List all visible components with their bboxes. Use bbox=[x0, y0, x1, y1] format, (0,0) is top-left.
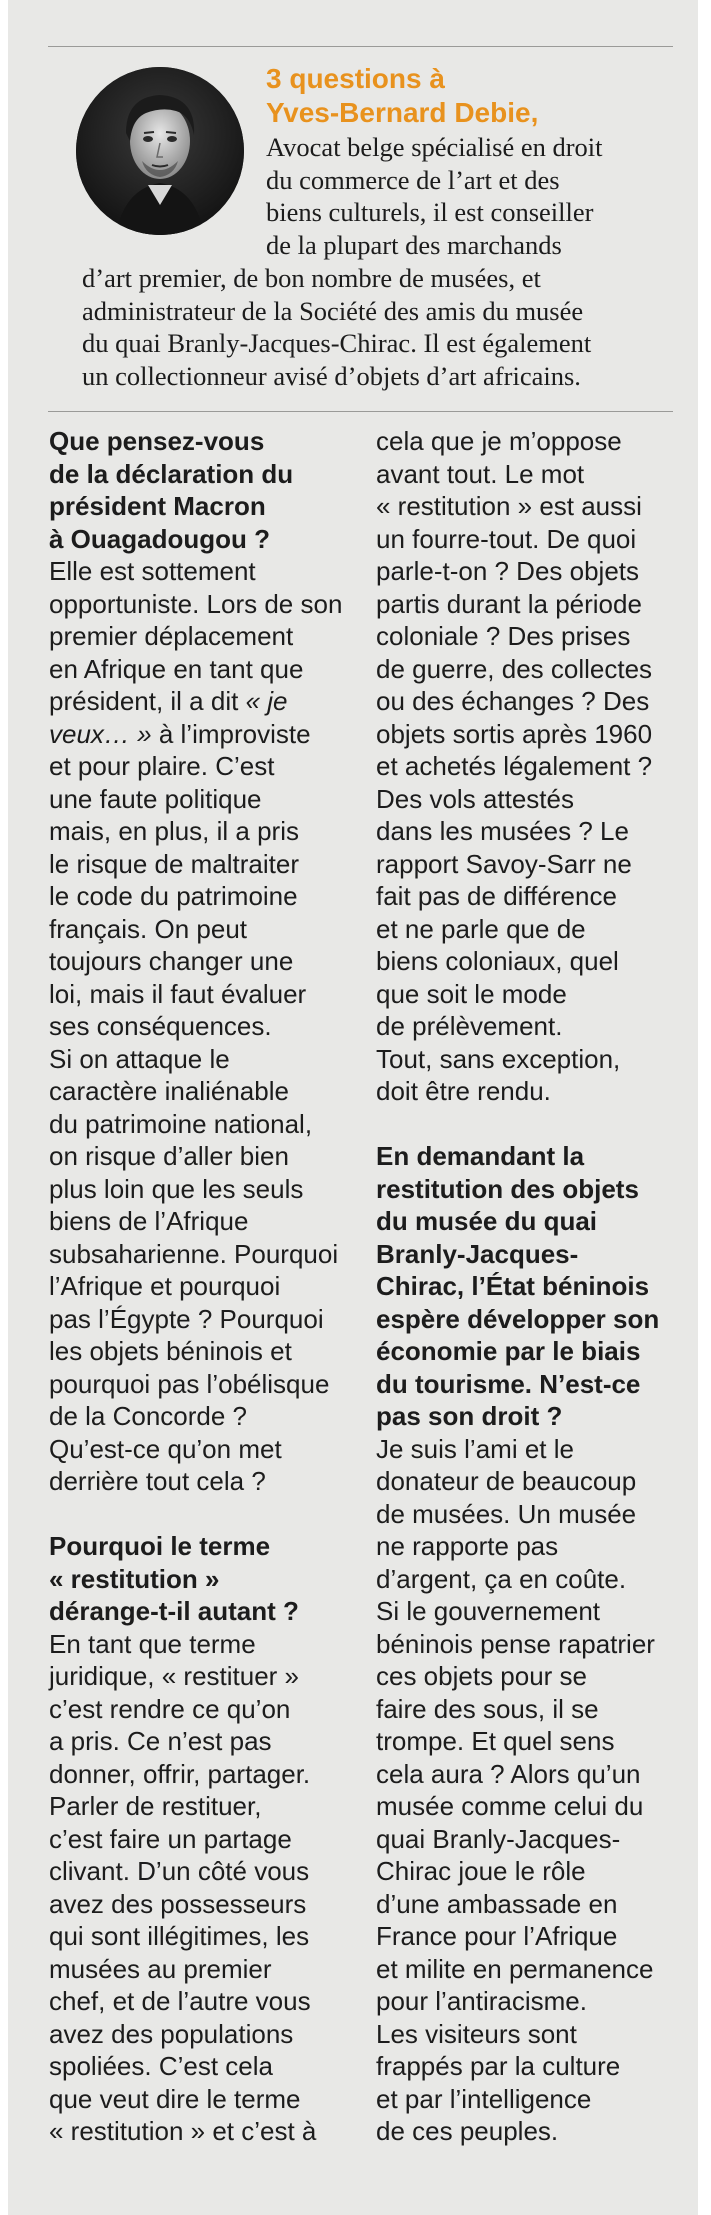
answer-1-line: du patrimoine national, bbox=[49, 1108, 313, 1139]
answer-2-line: qui sont illégitimes, les bbox=[49, 1921, 310, 1951]
question-2-line: Pourquoi le terme bbox=[49, 1531, 271, 1561]
answer-3-line: ne rapporte pas bbox=[376, 1531, 559, 1561]
answer-3-line: donateur de beaucoup bbox=[376, 1466, 637, 1496]
answer-1-line: le risque de maltraiter bbox=[49, 848, 299, 879]
answer-2-line: « restitution » est aussi bbox=[376, 491, 642, 521]
intro-line: de la plupart des marchands bbox=[266, 229, 562, 260]
answer-1-line: le code du patrimoine bbox=[49, 881, 298, 911]
answer-2-line: coloniale ? Des prises bbox=[376, 621, 631, 651]
answer-2-line: « restitution » et c’est à bbox=[49, 2116, 317, 2146]
answer-2-line: objets sortis après 1960 bbox=[376, 718, 653, 749]
answer-1-line: les objets béninois et bbox=[49, 1336, 292, 1366]
interview-title bbox=[266, 62, 538, 130]
question-3-line: restitution des objets bbox=[376, 1173, 639, 1204]
answer-1-line: et pour plaire. C’est bbox=[49, 751, 275, 781]
answer-2-line: Tout, sans exception, bbox=[376, 1043, 621, 1074]
answer-2-line: doit être rendu. bbox=[376, 1076, 551, 1106]
answer-3-line: cela aura ? Alors qu’un bbox=[376, 1758, 641, 1789]
question-3-line: En demandant la bbox=[376, 1141, 585, 1171]
answer-1-line bbox=[49, 685, 369, 718]
answer-1-line: pourquoi pas l’obélisque bbox=[49, 1368, 330, 1399]
answer-2-line: biens coloniaux, quel bbox=[376, 946, 619, 976]
answer-1-line: l’Afrique et pourquoi bbox=[49, 1271, 281, 1301]
intro-line: du quai Branly-Jacques-Chirac. Il est également bbox=[82, 328, 592, 358]
answer-1-line: derrière tout cela ? bbox=[49, 1466, 266, 1496]
intro-line: un collectionneur avisé d’objets d’art africains. bbox=[82, 360, 581, 391]
question-1-line: président Macron bbox=[49, 491, 266, 521]
answer-3-line: et milite en permanence bbox=[376, 1953, 654, 1984]
answer-2-line: c’est faire un partage bbox=[49, 1823, 292, 1854]
answer-2-line: c’est rendre ce qu’on bbox=[49, 1693, 291, 1724]
answer-2-line: que veut dire le terme bbox=[49, 2083, 301, 2114]
answer-2-line: En tant que terme bbox=[49, 1628, 256, 1659]
question-3-line: Chirac, l’État béninois bbox=[376, 1271, 650, 1301]
answer-1-line: pas l’Égypte ? Pourquoi bbox=[49, 1303, 324, 1334]
answer-2-line: Parler de restituer, bbox=[49, 1791, 262, 1821]
answer-2-line: un fourre-tout. De quoi bbox=[376, 523, 637, 554]
answer-2-line: ou des échanges ? Des bbox=[376, 686, 650, 716]
answer-2-line: rapport Savoy-Sarr ne bbox=[376, 848, 632, 879]
intro-text-full-width bbox=[82, 262, 591, 392]
answer-2-line: de prélèvement. bbox=[376, 1011, 563, 1041]
answer-1-line: mais, en plus, il a pris bbox=[49, 816, 299, 846]
paragraph-gap bbox=[376, 1108, 696, 1141]
answer-3-line: d’une ambassade en bbox=[376, 1888, 618, 1919]
answer-1-line: de la Concorde ? bbox=[49, 1401, 248, 1431]
question-3-line: économie par le biais bbox=[376, 1336, 641, 1366]
answer-1-line bbox=[49, 718, 369, 751]
answer-2-line: et achetés légalement ? bbox=[376, 751, 653, 781]
question-1-line: de la déclaration du bbox=[49, 458, 294, 489]
answer-2-line: a pris. Ce n’est pas bbox=[49, 1726, 272, 1756]
answer-2-line: parle-t-on ? Des objets bbox=[376, 556, 640, 586]
intro-line: du commerce de l’art et des bbox=[266, 164, 560, 195]
answer-2-line: avant tout. Le mot bbox=[376, 458, 585, 489]
answer-3-line: Je suis l’ami et le bbox=[376, 1433, 574, 1464]
answer-2-line: chef, et de l’autre vous bbox=[49, 1986, 311, 2016]
question-1-line: à Ouagadougou ? bbox=[49, 523, 270, 554]
answer-2-line: spoliées. C’est cela bbox=[49, 2051, 273, 2081]
quote-italic: « je bbox=[245, 686, 288, 716]
question-2-line: dérange-t-il autant ? bbox=[49, 1596, 299, 1626]
answer-3-line: trompe. Et quel sens bbox=[376, 1726, 615, 1756]
answer-3-line: musée comme celui du bbox=[376, 1791, 644, 1821]
answer-2-line: Des vols attestés bbox=[376, 783, 574, 814]
answer-2-line: donner, offrir, partager. bbox=[49, 1758, 311, 1789]
answer-1-line: opportuniste. Lors de son bbox=[49, 588, 343, 619]
answer-3-line: pour l’antiracisme. bbox=[376, 1986, 587, 2016]
question-3-line: pas son droit ? bbox=[376, 1401, 563, 1431]
answer-2-line: avez des possesseurs bbox=[49, 1888, 307, 1919]
answer-1-line: premier déplacement bbox=[49, 621, 294, 651]
answer-3-line: Chirac joue le rôle bbox=[376, 1856, 586, 1886]
answer-3-line: faire des sous, il se bbox=[376, 1693, 599, 1724]
left-column bbox=[49, 425, 369, 2148]
answer-2-line: clivant. D’un côté vous bbox=[49, 1856, 310, 1886]
answer-2-line: musées au premier bbox=[49, 1953, 272, 1984]
answer-1-line: une faute politique bbox=[49, 783, 262, 814]
intro-line: d’art premier, de bon nombre de musées, et bbox=[82, 263, 541, 293]
title-line: Yves-Bernard Debie, bbox=[266, 97, 539, 128]
top-divider bbox=[48, 46, 673, 47]
answer-2-line: avez des populations bbox=[49, 2018, 294, 2049]
question-3-line: du tourisme. N’est-ce bbox=[376, 1368, 641, 1399]
answer-1-line: toujours changer une bbox=[49, 946, 294, 976]
answer-text: à l’improviste bbox=[151, 718, 311, 749]
quote-italic: veux… » bbox=[49, 718, 152, 749]
question-1-line: Que pensez-vous bbox=[49, 426, 265, 456]
intro-line: Avocat belge spécialisé en droit bbox=[266, 132, 603, 162]
answer-1-line: biens de l’Afrique bbox=[49, 1206, 249, 1236]
answer-2-line: dans les musées ? Le bbox=[376, 816, 629, 846]
answer-3-line: quai Branly-Jacques- bbox=[376, 1823, 621, 1854]
answer-2-line: cela que je m’oppose bbox=[376, 426, 622, 456]
answer-3-line: et par l’intelligence bbox=[376, 2083, 592, 2114]
answer-3-line: France pour l’Afrique bbox=[376, 1921, 618, 1951]
question-3-line: espère développer son bbox=[376, 1303, 660, 1334]
answer-3-line: de ces peuples. bbox=[376, 2116, 559, 2146]
intro-line: biens culturels, il est conseiller bbox=[266, 197, 594, 227]
answer-2-line: de guerre, des collectes bbox=[376, 653, 653, 684]
answer-3-line: frappés par la culture bbox=[376, 2051, 621, 2081]
answer-1-line: on risque d’aller bien bbox=[49, 1141, 289, 1171]
paragraph-gap bbox=[49, 1498, 369, 1531]
right-column bbox=[376, 425, 696, 2148]
answer-text: président, il a dit bbox=[49, 686, 239, 716]
answer-2-line: et ne parle que de bbox=[376, 913, 586, 944]
answer-1-line: ses conséquences. bbox=[49, 1011, 272, 1041]
answer-1-line: loi, mais il faut évaluer bbox=[49, 978, 307, 1009]
intro-line: administrateur de la Société des amis du musée bbox=[82, 295, 584, 326]
answer-1-line: Si on attaque le bbox=[49, 1043, 230, 1074]
answer-1-line: Elle est sottement bbox=[49, 556, 256, 586]
answer-3-line: d’argent, ça en coûte. bbox=[376, 1563, 627, 1594]
answer-2-line: juridique, « restituer » bbox=[49, 1661, 300, 1691]
interview-box bbox=[8, 0, 698, 2215]
portrait-photo bbox=[76, 67, 244, 235]
answer-3-line: ces objets pour se bbox=[376, 1661, 588, 1691]
answer-1-line: français. On peut bbox=[49, 913, 247, 944]
intro-divider bbox=[48, 411, 673, 412]
answer-3-line: béninois pense rapatrier bbox=[376, 1628, 655, 1659]
answer-2-line: fait pas de différence bbox=[376, 881, 617, 911]
answer-2-line: partis durant la période bbox=[376, 588, 642, 619]
answer-1-line: plus loin que les seuls bbox=[49, 1173, 304, 1204]
question-3-line: du musée du quai bbox=[376, 1206, 598, 1236]
answer-1-line: en Afrique en tant que bbox=[49, 653, 304, 684]
intro-text-beside-photo bbox=[266, 131, 603, 261]
answer-1-line: caractère inaliénable bbox=[49, 1076, 289, 1106]
title-line: 3 questions à bbox=[266, 63, 445, 94]
question-3-line: Branly-Jacques- bbox=[376, 1238, 579, 1269]
answer-3-line: Si le gouvernement bbox=[376, 1596, 601, 1626]
answer-1-line: Qu’est-ce qu’on met bbox=[49, 1433, 282, 1464]
answer-3-line: de musées. Un musée bbox=[376, 1498, 637, 1529]
answer-2-line: que soit le mode bbox=[376, 978, 567, 1009]
question-2-line: « restitution » bbox=[49, 1563, 220, 1594]
answer-1-line: subsaharienne. Pourquoi bbox=[49, 1238, 339, 1269]
answer-3-line: Les visiteurs sont bbox=[376, 2018, 577, 2049]
